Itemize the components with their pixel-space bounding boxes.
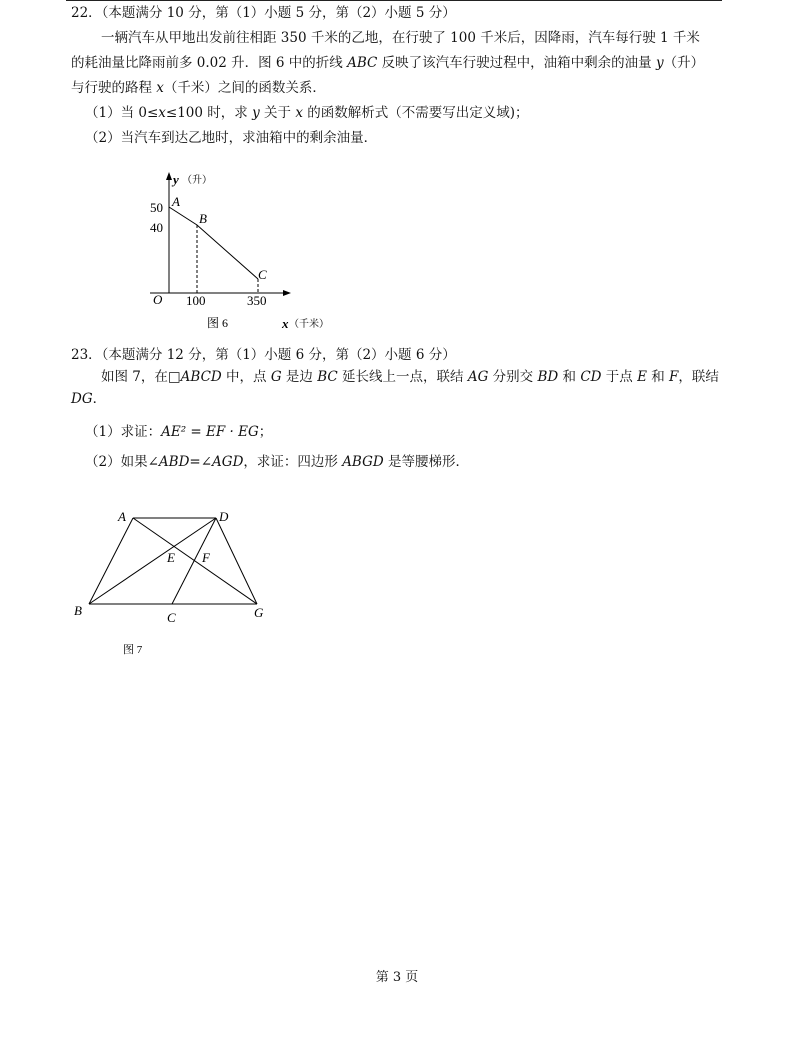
segment-ab [89, 518, 133, 604]
q23-subquestion-1: （1）求证：AE² = EF · EG； [85, 424, 273, 440]
segment-bd [89, 518, 216, 604]
segment-ag [133, 518, 257, 604]
point-label-b: B [199, 211, 207, 226]
point-label-b-fig7: B [74, 603, 82, 618]
point-label-d-fig7: D [219, 509, 229, 524]
figure-6-caption: 图 6 [207, 316, 229, 330]
x-axis-unit: （千米） [289, 319, 329, 330]
tick-label-50: 50 [150, 200, 163, 215]
q22-subquestion-2: （2）当汽车到达乙地时，求油箱中的剩余油量． [85, 130, 378, 146]
tick-label-100: 100 [186, 293, 206, 308]
q22-header: 22．（本题满分 10 分，第（1）小题 5 分，第（2）小题 5 分） [71, 5, 456, 21]
x-axis-arrow [283, 290, 291, 296]
polyline-abc [169, 207, 258, 279]
origin-label: O [153, 292, 163, 307]
point-label-a: A [172, 194, 180, 209]
page-number: 第 3 页 [375, 970, 419, 985]
q23-paragraph-line-2: DG． [71, 391, 107, 407]
y-axis-label: y [173, 172, 179, 187]
point-label-a-fig7: A [118, 509, 126, 524]
q22-subquestion-1: （1）当 0≤x≤100 时，求 y 关于 x 的函数解析式（不需要写出定义域)； [85, 105, 529, 121]
segment-dg [216, 518, 257, 604]
tick-label-350: 350 [247, 293, 267, 308]
y-axis-arrow [166, 172, 172, 180]
point-label-f-fig7: F [202, 550, 210, 565]
q22-paragraph-line-3: 与行驶的路程 x（千米）之间的函数关系． [71, 80, 326, 96]
x-axis-label: x [282, 316, 289, 331]
q23-header: 23．（本题满分 12 分，第（1）小题 6 分，第（2）小题 6 分） [71, 347, 456, 363]
tick-label-40: 40 [150, 220, 163, 235]
q23-subquestion-2: （2）如果∠ABD=∠AGD，求证：四边形 ABGD 是等腰梯形． [85, 454, 470, 470]
point-label-c: C [258, 267, 267, 282]
q22-paragraph-line-2: 的耗油量比降雨前多 0.02 升．图 6 中的折线 ABC 反映了该汽车行驶过程中，油箱中剩余的油量 y（升） [71, 55, 705, 71]
figure-7-caption: 图 7 [123, 644, 143, 656]
point-label-c-fig7: C [167, 610, 176, 625]
y-axis-unit: （升） [182, 175, 212, 186]
point-label-e-fig7: E [167, 550, 175, 565]
point-label-g-fig7: G [254, 605, 264, 620]
q22-paragraph-line-1: 一辆汽车从甲地出发前往相距 350 千米的乙地，在行驶了 100 千米后，因降雨，汽车每行驶 1 千米 [101, 30, 700, 46]
q23-paragraph-line-1: 如图 7，在□ABCD 中，点 G 是边 BC 延长线上一点，联结 AG 分别交 BD 和 CD 于点 E 和 F，联结 [101, 369, 719, 385]
